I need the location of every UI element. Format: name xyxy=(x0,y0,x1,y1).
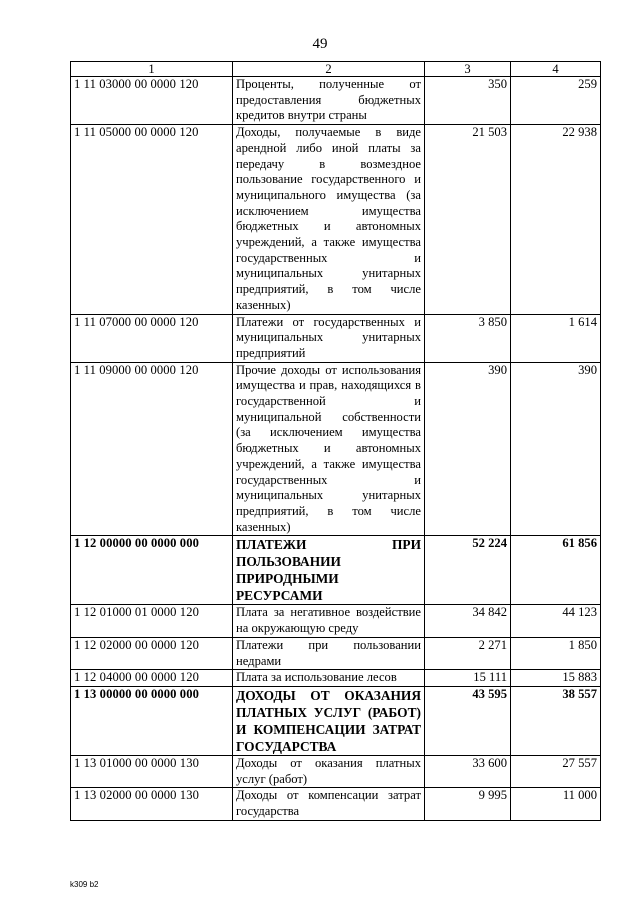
table-row xyxy=(71,670,601,687)
revenue-code: 1 12 04000 00 0000 120 xyxy=(71,670,233,687)
amount-col3: 3 850 xyxy=(425,314,511,362)
revenue-code: 1 12 01000 01 0000 120 xyxy=(71,605,233,637)
amount-col4: 1 614 xyxy=(511,314,601,362)
amount-col3: 21 503 xyxy=(425,125,511,314)
revenue-code: 1 11 09000 00 0000 120 xyxy=(71,362,233,536)
column-header: 2 xyxy=(233,62,425,77)
amount-col3: 9 995 xyxy=(425,788,511,820)
amount-col4: 390 xyxy=(511,362,601,536)
revenue-code: 1 12 00000 00 0000 000 xyxy=(71,536,233,605)
revenue-name: Прочие доходы от использования имущества и прав, находящихся в государственной и муниципальной собственности (за исключением имущества бюджетных и автономных учреждений, а также имущества государственных и муниципальных унитарных предприятий, в том числе казенных) xyxy=(233,362,425,536)
revenue-code: 1 11 07000 00 0000 120 xyxy=(71,314,233,362)
amount-col4: 259 xyxy=(511,77,601,125)
table-row xyxy=(71,788,601,820)
budget-revenue-table xyxy=(70,61,601,821)
amount-col3: 390 xyxy=(425,362,511,536)
revenue-code: 1 13 01000 00 0000 130 xyxy=(71,755,233,787)
amount-col3: 34 842 xyxy=(425,605,511,637)
amount-col4: 22 938 xyxy=(511,125,601,314)
amount-col3: 2 271 xyxy=(425,637,511,669)
table-row xyxy=(71,125,601,314)
revenue-code: 1 13 02000 00 0000 130 xyxy=(71,788,233,820)
amount-col4: 44 123 xyxy=(511,605,601,637)
revenue-name: Доходы от компенсации затрат государства xyxy=(233,788,425,820)
revenue-name: Доходы, получаемые в виде арендной либо иной платы за передачу в возмездное пользование государственного и муниципального имущества (за исключением имущества бюджетных и автономных учреждений, а также имущества государственных и муниципальных унитарных предприятий, в том числе казенных) xyxy=(233,125,425,314)
amount-col3: 15 111 xyxy=(425,670,511,687)
amount-col4: 11 000 xyxy=(511,788,601,820)
revenue-name: ПЛАТЕЖИ ПРИ ПОЛЬЗОВАНИИ ПРИРОДНЫМИ РЕСУРСАМИ xyxy=(233,536,425,605)
document-code-note: k309 b2 xyxy=(70,880,99,889)
amount-col4: 15 883 xyxy=(511,670,601,687)
amount-col3: 52 224 xyxy=(425,536,511,605)
table-row xyxy=(71,77,601,125)
amount-col3: 43 595 xyxy=(425,686,511,755)
page-number: 49 xyxy=(312,36,328,52)
amount-col4: 27 557 xyxy=(511,755,601,787)
revenue-name: Проценты, полученные от предоставления бюджетных кредитов внутри страны xyxy=(233,77,425,125)
table-row xyxy=(71,637,601,669)
revenue-name: Плата за использование лесов xyxy=(233,670,425,687)
amount-col4: 1 850 xyxy=(511,637,601,669)
revenue-code: 1 11 03000 00 0000 120 xyxy=(71,77,233,125)
column-header: 3 xyxy=(425,62,511,77)
table-row xyxy=(71,755,601,787)
revenue-name: Доходы от оказания платных услуг (работ) xyxy=(233,755,425,787)
revenue-code: 1 13 00000 00 0000 000 xyxy=(71,686,233,755)
table-row xyxy=(71,362,601,536)
revenue-name: Платежи при пользовании недрами xyxy=(233,637,425,669)
column-header: 1 xyxy=(71,62,233,77)
revenue-name: ДОХОДЫ ОТ ОКАЗАНИЯ ПЛАТНЫХ УСЛУГ (РАБОТ) И КОМПЕНСАЦИИ ЗАТРАТ ГОСУДАРСТВА xyxy=(233,686,425,755)
table-row xyxy=(71,314,601,362)
table-row xyxy=(71,605,601,637)
amount-col4: 61 856 xyxy=(511,536,601,605)
table-header-row xyxy=(71,62,601,77)
revenue-name: Платежи от государственных и муниципальных унитарных предприятий xyxy=(233,314,425,362)
revenue-code: 1 11 05000 00 0000 120 xyxy=(71,125,233,314)
amount-col3: 350 xyxy=(425,77,511,125)
revenue-name: Плата за негативное воздействие на окружающую среду xyxy=(233,605,425,637)
table-row-section-total xyxy=(71,686,601,755)
revenue-code: 1 12 02000 00 0000 120 xyxy=(71,637,233,669)
table-row-section-total xyxy=(71,536,601,605)
amount-col4: 38 557 xyxy=(511,686,601,755)
amount-col3: 33 600 xyxy=(425,755,511,787)
column-header: 4 xyxy=(511,62,601,77)
